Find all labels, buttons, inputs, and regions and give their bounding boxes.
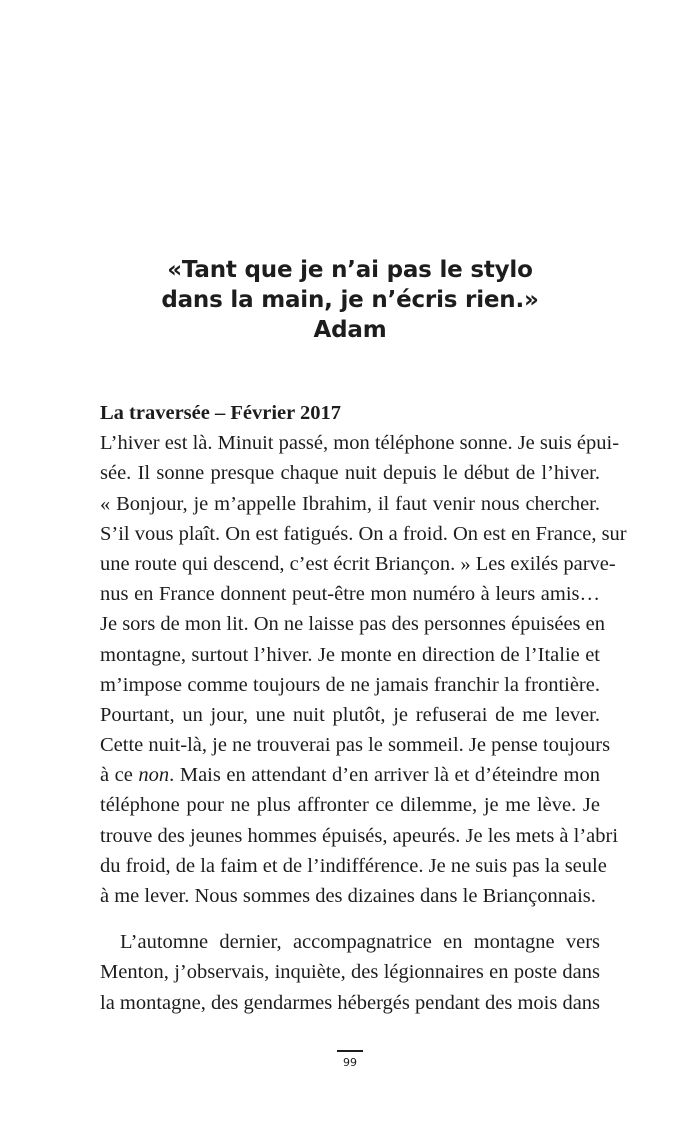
text-line: téléphone pour ne plus affronter ce dilemme, je me lève. Je	[100, 794, 600, 817]
emphasized-word: non	[138, 764, 170, 787]
text-line: à me lever. Nous sommes des dizaines dans le Briançonnais.	[100, 885, 596, 908]
text-line: m’impose comme toujours de ne jamais franchir la frontière.	[100, 673, 600, 696]
text-line: la montagne, des gendarmes hébergés pendant des mois dans	[100, 991, 601, 1014]
text-line: montagne, surtout l’hiver. Je monte en direction de l’Italie et	[100, 643, 600, 666]
epigraph-line-1: «Tant que je n’ai pas le stylo	[167, 257, 533, 283]
main-text	[100, 398, 627, 1018]
text-line: trouve des jeunes hommes épuisés, apeurés. Je les mets à l’abri	[100, 824, 619, 847]
text-line: L’automne dernier, accompagnatrice en montagne vers	[120, 931, 600, 954]
paragraph-2	[100, 927, 600, 1018]
text-line	[100, 760, 600, 790]
text-line: Je sors de mon lit. On ne laisse pas des personnes épuisées en	[100, 613, 605, 636]
text-line: Menton, j’observais, inquiète, des légionnaires en poste dans	[100, 961, 600, 984]
page-footer	[0, 1050, 700, 1069]
paragraph-gap	[100, 911, 600, 927]
text-line: du froid, de la faim et de l’indifférence. Je ne suis pas la seule	[100, 854, 607, 877]
epigraph	[0, 255, 700, 345]
text-line: sée. Il sonne presque chaque nuit depuis le début de l’hiver.	[100, 462, 600, 485]
epigraph-author: Adam	[313, 317, 387, 343]
text-line: Pourtant, un jour, une nuit plutôt, je refuserai de me lever.	[100, 703, 600, 726]
text-line: Cette nuit-là, je ne trouverai pas le sommeil. Je pense toujours	[100, 734, 611, 757]
text-line: nus en France donnent peut-être mon numéro à leurs amis…	[100, 583, 600, 606]
text-line: une route qui descend, c’est écrit Briançon. » Les exilés parve-	[100, 552, 616, 575]
section-heading: La traversée – Février 2017	[100, 402, 341, 424]
text-line: L’hiver est là. Minuit passé, mon téléphone sonne. Je suis épui-	[100, 432, 620, 455]
folio-rule	[337, 1050, 363, 1052]
text-fragment: à ce	[100, 764, 139, 787]
page-number: 99	[343, 1055, 357, 1069]
epigraph-line-2: dans la main, je n’écris rien.»	[161, 287, 539, 313]
text-line: « Bonjour, je m’appelle Ibrahim, il faut venir nous chercher.	[100, 492, 600, 515]
paragraph-1	[100, 428, 627, 911]
text-line: S’il vous plaît. On est fatigués. On a froid. On est en France, sur	[100, 522, 627, 545]
text-fragment: . Mais en attendant d’en arriver là et d’éteindre mon	[169, 764, 600, 787]
